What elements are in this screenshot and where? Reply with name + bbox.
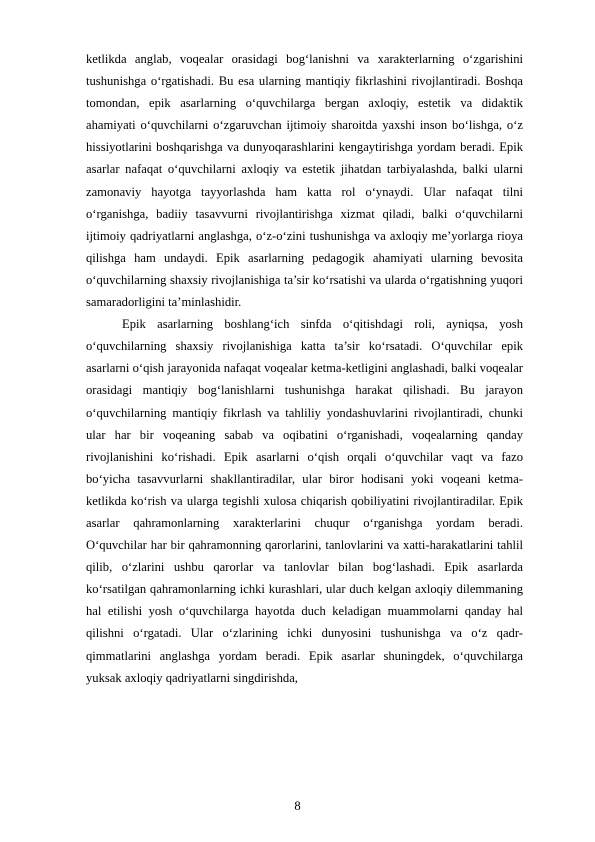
body-text — [86, 48, 523, 689]
page-number: 8 — [294, 799, 301, 813]
paragraph-2: Epik asarlarning boshlang‘ich sinfda o‘qitishdagi roli, ayniqsa, yosh o‘quvchilarning shaxsiy rivojlanishiga katta ta’sir ko‘rsatadi. O‘quvchilar epik asarlarni o‘qish jarayonida nafaqat voqealar ketma-ketligini anglashadi, balki voqealar orasidagi mantiqiy bog‘lanishlarni tushunishga harakat qilishadi. Bu jarayon o‘quvchilarning mantiqiy fikrlash va tahliliy yondashuvlarini rivojlantiradi, chunki ular har bir voqeaning sabab va oqibatini o‘rganishadi, voqealarning qanday rivojlanishini ko‘rishadi. Epik asarlarni o‘qish orqali o‘quvchilar vaqt va fazo bo‘yicha tasavvurlarni shakllantiradilar, ular biror hodisani yoki voqeani ketma-ketlikda ko‘rish va ularga tegishli xulosa chiqarish qobiliyatini rivojlantiradilar. Epik asarlar qahramonlarning xarakterlarini chuqur o‘rganishga yordam beradi. O‘quvchilar har bir qahramonning qarorlarini, tanlovlarini va xatti-harakatlarini tahlil qilib, o‘zlarini ushbu qarorlar va tanlovlar bilan bog‘lashadi. Epik asarlarda ko‘rsatilgan qahramonlarning ichki kurashlari, ular duch kelgan axloqiy dilemmaning hal etilishi yosh o‘quvchilarga hayotda duch keladigan muammolarni qanday hal qilishni o‘rgatadi. Ular o‘zlarining ichki dunyosini tushunishga va o‘z qadr-qimmatlarini anglashga yordam beradi. Epik asarlar shuningdek, o‘quvchilarga yuksak axloqiy qadriyatlarni singdirishda, — [86, 317, 523, 685]
paragraph-1: ketlikda anglab, voqealar orasidagi bog‘lanishni va xarakterlarning o‘zgarishini tushunishga o‘rgatishadi. Bu esa ularning mantiqiy fikrlashini rivojlantiradi. Boshqa tomondan, epik asarlarning o‘quvchilarga bergan axloqiy, estetik va didaktik ahamiyati o‘quvchilarni o‘zgaruvchan ijtimoiy sharoitda yaxshi inson bo‘lishga, o‘z hissiyotlarini boshqarishga va dunyoqarashlarini kengaytirishga yordam beradi. Epik asarlar nafaqat o‘quvchilarni axloqiy va estetik jihatdan tarbiyalashda, balki ularni zamonaviy hayotga tayyorlashda ham katta rol o‘ynaydi. Ular nafaqat tilni o‘rganishga, badiiy tasavvurni rivojlantirishga xizmat qiladi, balki o‘quvchilarni ijtimoiy qadriyatlarni anglashga, o‘z-o‘zini tushunishga va axloqiy me’yorlarga rioya qilishga ham undaydi. Epik asarlarning pedagogik ahamiyati ularning bevosita o‘quvchilarning shaxsiy rivojlanishiga ta’sir ko‘rsatishi va ularda o‘rgatishning yuqori samaradorligini ta’minlashidir. — [86, 52, 523, 310]
